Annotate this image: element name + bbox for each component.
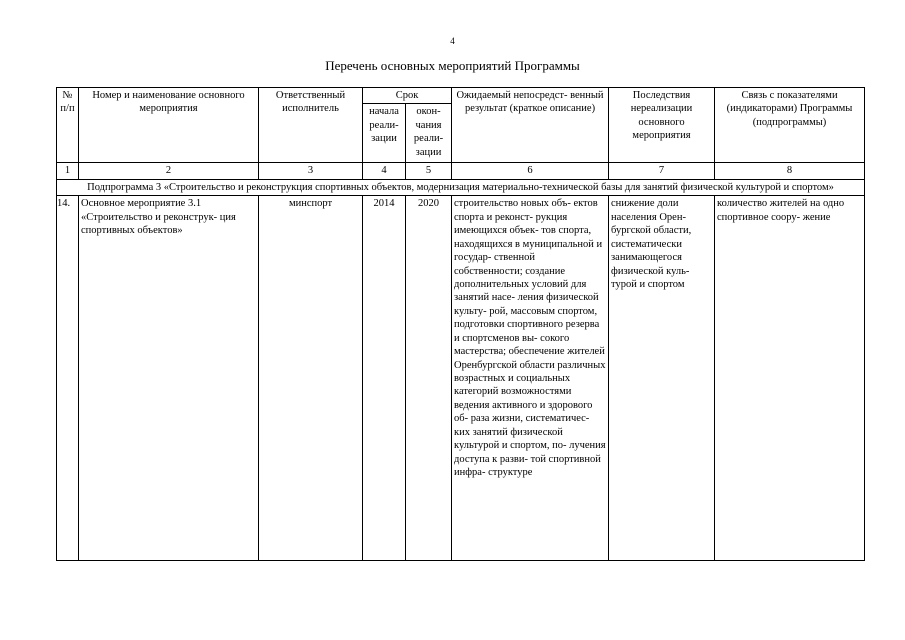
- end-year: 2020: [406, 196, 452, 561]
- measure-name: Основное мероприятие 3.1 «Строительство и реконструк- ция спортивных объектов»: [79, 196, 259, 561]
- page-number: 4: [450, 36, 455, 46]
- row-number: 14.: [57, 196, 79, 561]
- column-number: 8: [715, 163, 865, 179]
- header-executor: Ответственный исполнитель: [259, 88, 363, 163]
- start-year: 2014: [363, 196, 406, 561]
- indicators-link: количество жителей на одно спортивное соору- жение: [715, 196, 865, 561]
- header-num: № п/п: [57, 88, 79, 163]
- expected-result: строительство новых объ- ектов спорта и реконст- рукция имеющихся объек- тов спорта, находящихся в муниципальной и государ- ственной собственности; создание дополнительных условий для занятий насе- ления физической культу- рой, массовым спортом, подготовки спортивного резерва и спортсменов вы- сокого мастерства; обеспечение жителей Оренбургской области различных возрастных и социальных категорий возможностями ведения активного и здорового об- раза жизни, систематичес- ких занятий физической культурой и спортом, по- лучения доступа к разви- той спортивной инфра- структуре: [452, 196, 609, 561]
- header-term-end: окон- чания реали- зации: [406, 104, 452, 163]
- header-term-start: начала реали- зации: [363, 104, 406, 163]
- column-number: 1: [57, 163, 79, 179]
- header-term: Срок: [363, 88, 452, 104]
- header-name: Номер и наименование основного мероприятия: [79, 88, 259, 163]
- header-consequences: Последствия нереализации основного мероприятия: [609, 88, 715, 163]
- header-indicators: Связь с показателями (индикаторами) Программы (подпрограммы): [715, 88, 865, 163]
- column-number-row: [57, 163, 865, 179]
- measures-table: [56, 87, 865, 561]
- header-row: [57, 88, 865, 104]
- column-number: 4: [363, 163, 406, 179]
- column-number: 6: [452, 163, 609, 179]
- consequences-text: снижение доли населения Орен- бургской области, систематически занимающегося физической куль- турой и спортом: [609, 196, 715, 561]
- subprogram-title: Подпрограмма 3 «Строительство и реконструкция спортивных объектов, модернизация материально-технической базы для занятий физической культурой и спортом»: [57, 179, 865, 195]
- document-title: Перечень основных мероприятий Программы: [325, 58, 580, 73]
- responsible-executor: минспорт: [259, 196, 363, 561]
- table-row: [57, 196, 865, 561]
- column-number: 7: [609, 163, 715, 179]
- subprogram-row: [57, 179, 865, 195]
- column-number: 5: [406, 163, 452, 179]
- header-expected: Ожидаемый непосредст- венный результат (краткое описание): [452, 88, 609, 163]
- column-number: 2: [79, 163, 259, 179]
- column-number: 3: [259, 163, 363, 179]
